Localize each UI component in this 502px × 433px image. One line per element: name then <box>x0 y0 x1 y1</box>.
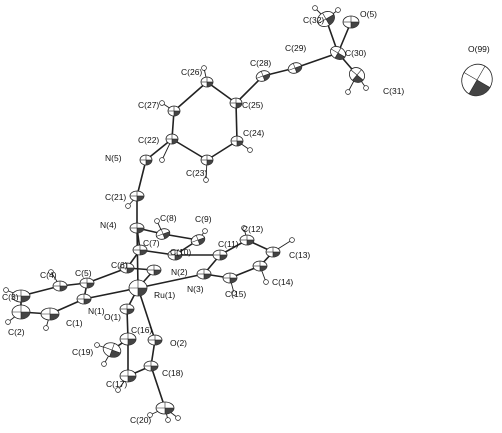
hydrogen-atom <box>203 229 208 234</box>
atom-o5 <box>343 16 359 28</box>
atom-label-c22: C(22) <box>138 135 160 145</box>
atom-label-ru1: Ru(1) <box>154 290 176 300</box>
atom-label-c24: C(24) <box>243 128 265 138</box>
atom-c14 <box>253 261 267 271</box>
atom-label-n2: N(2) <box>171 267 188 277</box>
hydrogen-atom <box>102 362 107 367</box>
bond-c26-c27 <box>174 82 207 111</box>
hydrogen-atom <box>204 178 209 183</box>
atom-label-c2: C(2) <box>8 327 25 337</box>
atom-label-n5: N(5) <box>105 153 122 163</box>
atom-n1 <box>77 294 91 304</box>
atom-c9 <box>190 233 207 247</box>
hydrogen-atom <box>6 320 11 325</box>
atom-label-o99: O(99) <box>468 44 490 54</box>
atom-label-c21: C(21) <box>105 192 127 202</box>
atom-label-c27: C(27) <box>138 100 160 110</box>
atom-label-c23: C(23) <box>186 168 208 178</box>
bond-c24-c25 <box>236 103 237 141</box>
atom-label-c16: C(16) <box>131 325 153 335</box>
atom-label-n1: N(1) <box>88 306 105 316</box>
atom-label-c3: C(3) <box>2 292 19 302</box>
atom-label-c8: C(8) <box>160 213 177 223</box>
atom-c27 <box>168 106 180 116</box>
atom-c23 <box>201 155 213 165</box>
atom-c31 <box>346 64 367 85</box>
hydrogen-atom <box>248 148 253 153</box>
atom-c18 <box>144 361 158 371</box>
atom-label-o5: O(5) <box>360 9 377 19</box>
hydrogen-atom <box>346 90 351 95</box>
atom-label-c19: C(19) <box>72 347 94 357</box>
atom-c5 <box>80 278 94 288</box>
atom-c2 <box>12 305 30 319</box>
atom-label-c10: C(10) <box>170 247 192 257</box>
atom-label-o1: O(1) <box>104 312 121 322</box>
atom-label-c25: C(25) <box>242 100 264 110</box>
hydrogen-atom <box>44 326 49 331</box>
atom-n4 <box>130 223 144 233</box>
atom-label-c1: C(1) <box>66 318 83 328</box>
atom-c19 <box>101 340 123 359</box>
atom-label-c29: C(29) <box>285 43 307 53</box>
atom-c24 <box>231 136 243 146</box>
atom-ru1 <box>129 280 147 296</box>
atom-label-n3: N(3) <box>187 284 204 294</box>
atom-label-n4: N(4) <box>100 220 117 230</box>
atom-o1 <box>120 304 134 314</box>
atom-c26 <box>201 77 213 87</box>
atom-label-c5: C(5) <box>75 268 92 278</box>
atom-n2 <box>147 265 161 275</box>
atom-c4 <box>53 281 67 291</box>
hydrogen-atom <box>264 280 269 285</box>
bond-c22-c23 <box>172 139 207 160</box>
atom-label-c20: C(20) <box>130 415 152 425</box>
atom-label-c32: C(32) <box>303 15 325 25</box>
hydrogen-atom <box>155 219 160 224</box>
atom-label-c9: C(9) <box>195 214 212 224</box>
atom-label-c18: C(18) <box>162 368 184 378</box>
atom-label-c4: C(4) <box>40 270 57 280</box>
hydrogen-atom <box>126 204 131 209</box>
hydrogen-atom <box>313 6 318 11</box>
atom-label-o2: O(2) <box>170 338 187 348</box>
atom-c20 <box>156 402 174 414</box>
atom-c12 <box>240 235 254 245</box>
atom-n5 <box>140 155 152 165</box>
atom-label-c6: C(6) <box>111 260 128 270</box>
atom-c25 <box>230 98 242 108</box>
bond-n5-c21 <box>137 160 146 196</box>
atom-c15 <box>223 273 237 283</box>
atom-c29 <box>287 61 304 75</box>
hydrogen-atom <box>290 238 295 243</box>
atom-c22 <box>166 134 178 144</box>
atom-c21 <box>130 191 144 201</box>
atom-c1 <box>41 308 59 320</box>
atom-o99 <box>456 59 498 102</box>
atom-n3 <box>197 269 211 279</box>
atom-label-c11: C(11) <box>218 239 239 249</box>
atom-label-c30: C(30) <box>345 48 367 58</box>
atom-label-c14: C(14) <box>272 277 294 287</box>
hydrogen-atom <box>336 8 341 13</box>
atom-c13 <box>266 247 280 257</box>
hydrogen-atom <box>166 418 171 423</box>
atom-label-c7: C(7) <box>143 238 160 248</box>
hydrogen-atom <box>160 158 165 163</box>
atom-label-layer <box>2 9 490 425</box>
hydrogen-atom <box>202 66 207 71</box>
atom-label-c15: C(15) <box>225 289 247 299</box>
hydrogen-atom <box>176 416 181 421</box>
hydrogen-atom <box>95 343 100 348</box>
atom-label-c26: C(26) <box>181 67 203 77</box>
atom-label-c13: C(13) <box>289 250 311 260</box>
atom-o2 <box>148 335 162 345</box>
atom-label-c31: C(31) <box>383 86 405 96</box>
hydrogen-atom <box>364 86 369 91</box>
hydrogen-atom <box>160 101 165 106</box>
atom-label-c17: C(17) <box>106 379 128 389</box>
atom-label-c12: C(12) <box>242 224 264 234</box>
atom-c11 <box>213 250 227 260</box>
atom-label-c28: C(28) <box>250 58 272 68</box>
